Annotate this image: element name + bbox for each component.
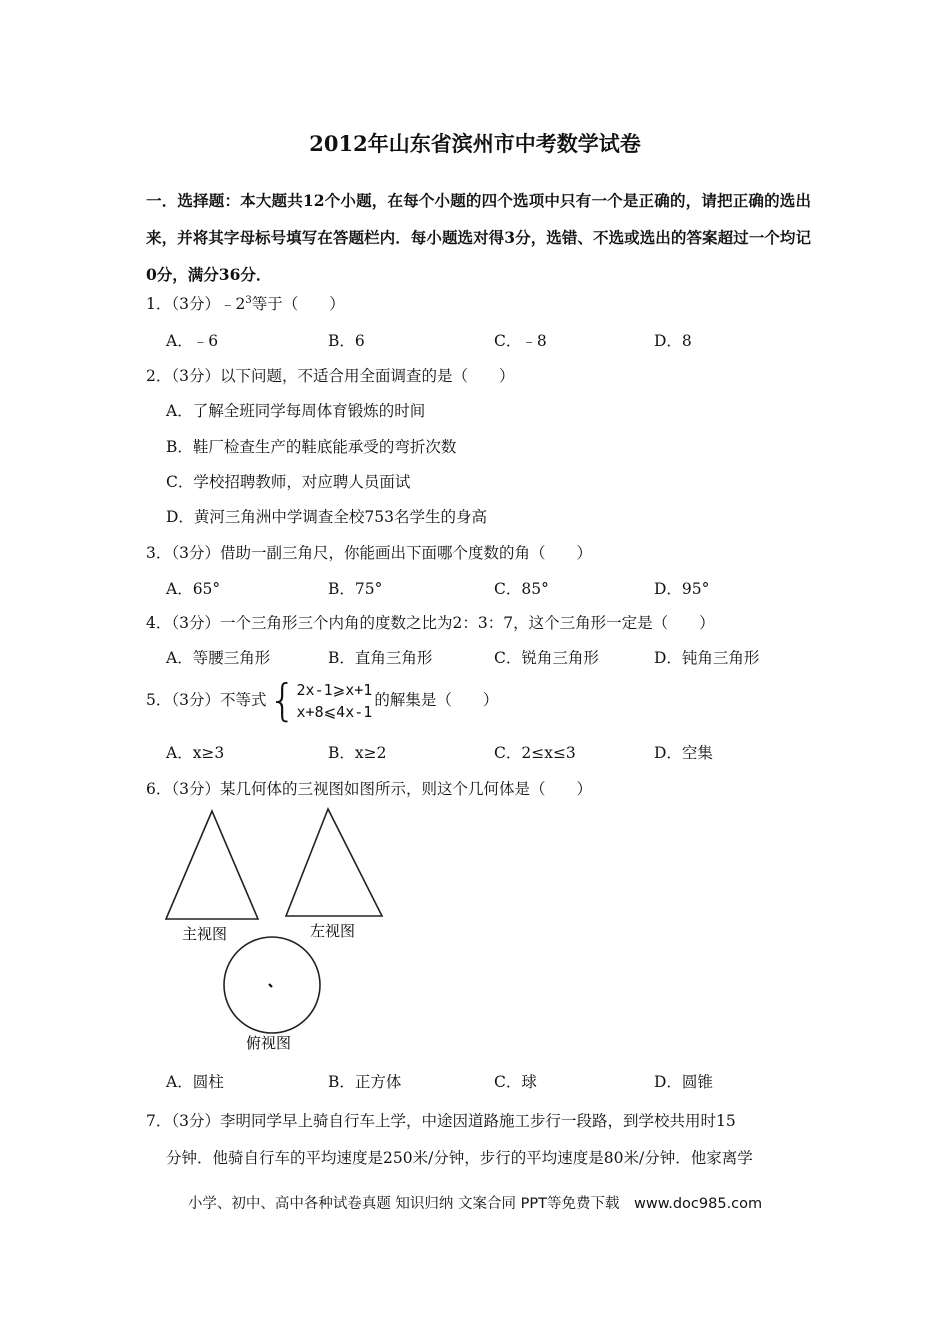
option-b: B．正方体 xyxy=(328,1073,402,1091)
option-d: D．圆锥 xyxy=(654,1073,713,1091)
option-a: A．65° xyxy=(166,580,221,598)
option-b: B．75° xyxy=(328,580,383,598)
option-d: D．空集 xyxy=(654,744,713,762)
top-view-label: 俯视图 xyxy=(246,1034,292,1052)
option-a: A．圆柱 xyxy=(166,1073,224,1091)
option-b: B．x≥2 xyxy=(328,744,387,762)
option-a: A．等腰三角形 xyxy=(166,649,271,667)
option-c: C．球 xyxy=(494,1073,537,1091)
top-view-center-dot xyxy=(269,984,272,987)
question-4: 4．（3分）一个三角形三个内角的度数之比为2：3：7，这个三角形一定是（ ） xyxy=(146,614,715,632)
option-d: D．95° xyxy=(654,580,710,598)
question-3: 3．（3分）借助一副三角尺，你能画出下面哪个度数的角（ ） xyxy=(146,544,593,562)
option-c: C．学校招聘教师，对应聘人员面试 xyxy=(166,473,411,491)
left-view-triangle xyxy=(286,809,382,916)
option-c: C．锐角三角形 xyxy=(494,649,599,667)
option-d: D．8 xyxy=(654,332,692,350)
top-view-circle xyxy=(224,937,320,1033)
page-title: 2012年山东省滨州市中考数学试卷 xyxy=(309,131,641,156)
section-heading: 一．选择题：本大题共12个小题，在每个小题的四个选项中只有一个是正确的，请把正确的选出来，并将其字母标号填写在答题栏内．每小题选对得3分，选错、不选或选出的答案超过一个均记0分，满分36分． xyxy=(146,191,811,284)
three-views-figure xyxy=(160,803,400,1063)
option-a: A．了解全班同学每周体育锻炼的时间 xyxy=(166,402,426,420)
option-c: C．85° xyxy=(494,580,549,598)
question-5: 5．（3分）不等式 { 2x-1⩾x+1 x+8⩽4x-1 的解集是（ ） xyxy=(146,675,499,726)
front-view-label: 主视图 xyxy=(182,925,228,943)
option-d: D．钝角三角形 xyxy=(654,649,760,667)
option-d: D．黄河三角洲中学调查全校753名学生的身高 xyxy=(166,508,488,526)
question-7: 7．（3分）李明同学早上骑自行车上学，中途因道路施工步行一段路，到学校共用时15 分钟．他骑自行车的平均速度是250米/分钟，步行的平均速度是80米/分钟．他家离学 xyxy=(146,1112,753,1167)
page-footer: 小学、初中、高中各种试卷真题 知识归纳 文案合同 PPT等免费下载 www.doc985.com xyxy=(187,1196,763,1212)
left-view-label: 左视图 xyxy=(310,922,356,940)
option-c: C．﹣8 xyxy=(494,332,547,350)
question-2: 2．（3分）以下问题，不适合用全面调查的是（ ） xyxy=(146,367,515,385)
option-c: C．2≤x≤3 xyxy=(494,744,576,762)
option-a: A．﹣6 xyxy=(166,332,219,350)
option-b: B．6 xyxy=(328,332,365,350)
question-1: 1．（3分）$﹣2^3$等于（ ） xyxy=(146,295,345,313)
option-b: B．鞋厂检查生产的鞋底能承受的弯折次数 xyxy=(166,438,457,456)
inequality-system: { 2x-1⩾x+1 x+8⩽4x-1 xyxy=(268,675,373,726)
front-view-triangle xyxy=(166,811,258,919)
option-b: B．直角三角形 xyxy=(328,649,433,667)
question-6: 6．（3分）某几何体的三视图如图所示，则这个几何体是（ ） xyxy=(146,780,593,798)
option-a: A．x≥3 xyxy=(166,744,225,762)
